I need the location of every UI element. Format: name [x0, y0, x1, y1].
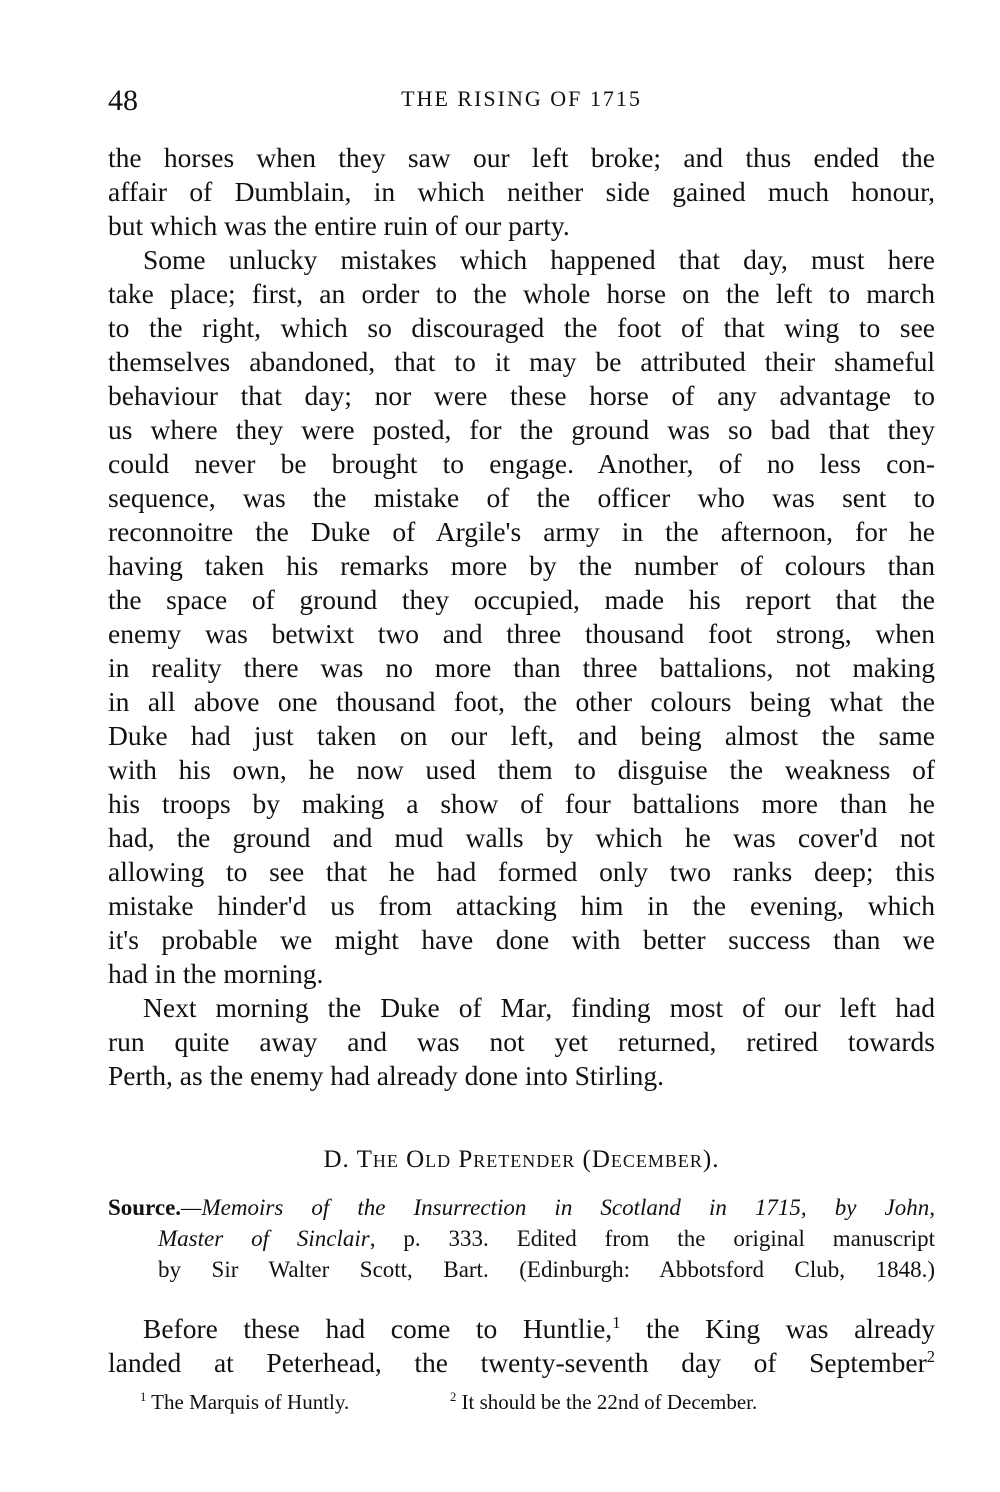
source-citation [108, 1192, 935, 1285]
text-line: in reality there was no more than three battalions, not making [108, 652, 935, 683]
text-line: Duke had just taken on our left, and being almost the same [108, 720, 935, 751]
text-line: had, the ground and mud walls by which he was cover'd not [108, 822, 935, 853]
text-line: the space of ground they occupied, made his report that the [108, 584, 935, 615]
text-line: having taken his remarks more by the number of colours than [108, 550, 935, 581]
text-line: reconnoitre the Duke of Argile's army in the afternoon, for he [108, 516, 935, 547]
text-line: sequence, was the mistake of the officer who was sent to [108, 482, 935, 513]
text-line: behaviour that day; nor were these horse of any advantage to [108, 380, 935, 411]
section-heading [108, 1146, 935, 1174]
text-line: it's probable we might have done with better success than we [108, 924, 935, 955]
text-line: take place; first, an order to the whole horse on the left to march [108, 278, 935, 309]
text-line: had in the morning. [108, 958, 324, 989]
page-number: 48 [108, 84, 138, 117]
text-line: could never be brought to engage. Another, of no less con- [108, 448, 935, 479]
text-line: in all above one thousand foot, the other colours being what the [108, 686, 935, 717]
final-line-1b: the King was already [620, 1313, 935, 1344]
final-line-2: landed at Peterhead, the twenty-seventh day of September [108, 1347, 927, 1378]
text-line: his troops by making a show of four battalions more than he [108, 788, 935, 819]
paragraph-3 [108, 991, 935, 1093]
final-line-1a: Before these had come to Huntlie, [143, 1313, 613, 1344]
footnote-ref-2: 2 [926, 1346, 935, 1366]
paragraph-1 [108, 141, 935, 243]
section-heading-text: D. The Old Pretender (December). [323, 1146, 720, 1173]
text-line: Some unlucky mistakes which happened that day, must here [143, 244, 935, 275]
text-line: Next morning the Duke of Mar, finding most of our left had [143, 992, 935, 1023]
text-line: with his own, he now used them to disguise the weakness of [108, 754, 935, 785]
text-line: mistake hinder'd us from attacking him in the evening, which [108, 890, 935, 921]
text-line: but which was the entire ruin of our party. [108, 210, 570, 241]
text-line: Perth, as the enemy had already done into Stirling. [108, 1060, 664, 1091]
text-line: the horses when they saw our left broke; and thus ended the [108, 142, 935, 173]
source-editor: by Sir Walter Scott, Bart. (Edinburgh: Abbotsford Club, 1848.) [158, 1257, 935, 1282]
footnote-mark: 2 [450, 1390, 457, 1404]
final-paragraph [108, 1312, 935, 1380]
text-line: affair of Dumblain, in which neither side gained much honour, [108, 176, 935, 207]
source-page: , p. 333. Edited from the original manuscript [369, 1226, 935, 1251]
text-line: enemy was betwixt two and three thousand foot strong, when [108, 618, 935, 649]
source-author: Master of Sinclair [158, 1226, 370, 1251]
footnote-2 [450, 1390, 757, 1415]
footnote-text: The Marquis of Huntly. [146, 1390, 350, 1414]
text-line: run quite away and was not yet returned, retired towards [108, 1026, 935, 1057]
text-line: us where they were posted, for the ground was so bad that they [108, 414, 935, 445]
footnote-text: It should be the 22nd of December. [456, 1390, 758, 1414]
footnote-1 [140, 1390, 349, 1415]
text-line: to the right, which so discouraged the foot of that wing to see [108, 312, 935, 343]
running-title: THE RISING OF 1715 [401, 86, 642, 111]
footnote-ref-1: 1 [612, 1312, 621, 1332]
paragraph-2 [108, 243, 935, 991]
running-header [108, 84, 935, 120]
source-title: —Memoirs of the Insurrection in Scotland in 1715, by John, [181, 1195, 935, 1220]
text-line: themselves abandoned, that to it may be attributed their shameful [108, 346, 935, 377]
footnote-mark: 1 [140, 1390, 147, 1404]
source-label: Source. [108, 1195, 182, 1220]
text-line: allowing to see that he had formed only two ranks deep; this [108, 856, 935, 887]
